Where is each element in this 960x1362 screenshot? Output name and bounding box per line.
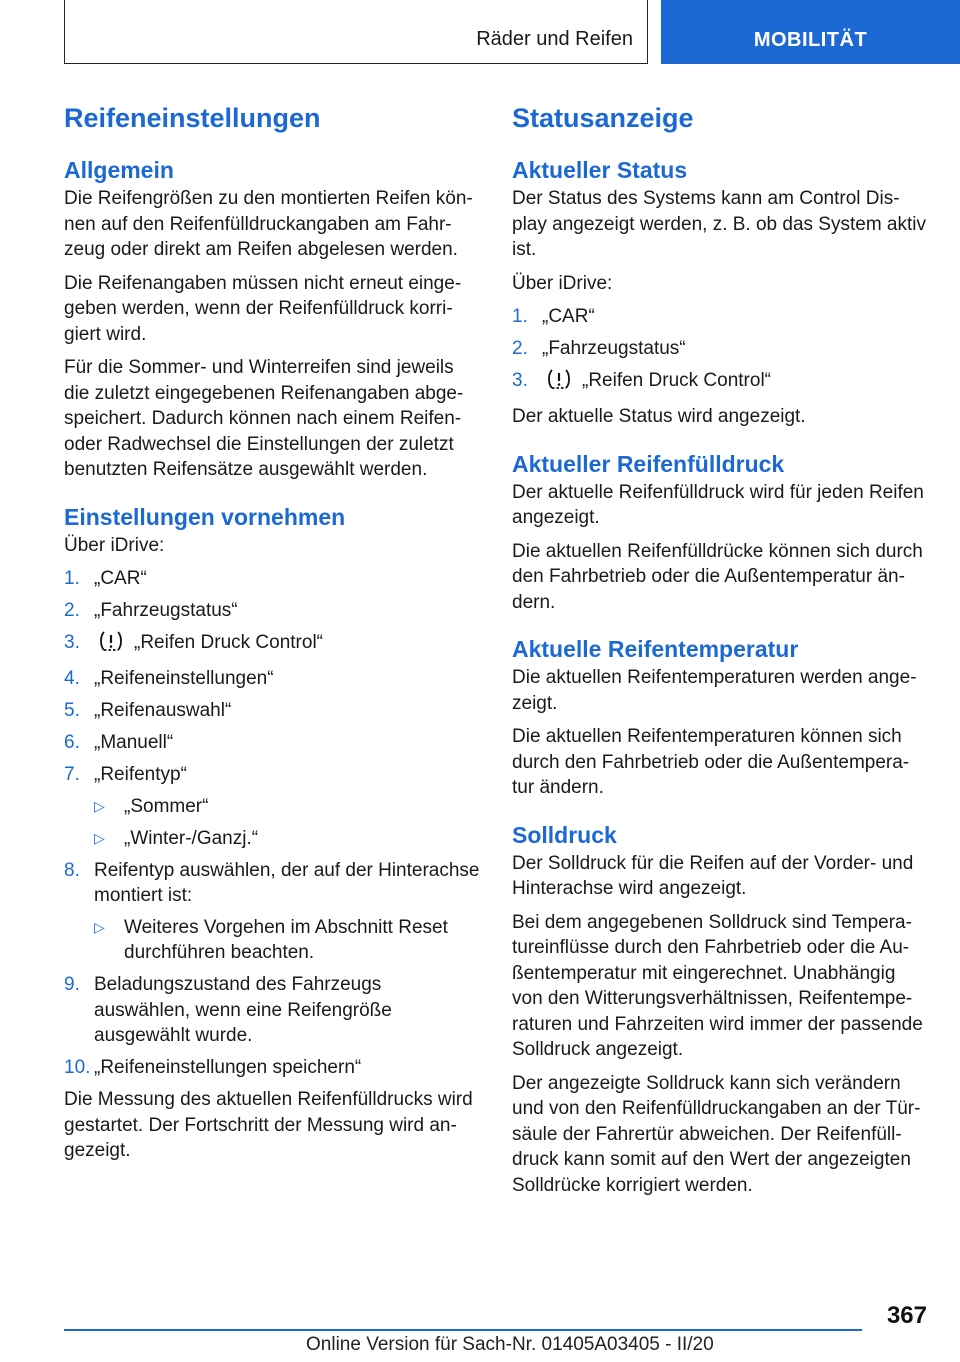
step-number: 5. <box>64 700 80 721</box>
step-text: Beladungszustand des Fahrzeugs auswählen, wenn eine Reifengröße ausgewählt wurde. <box>94 974 392 1046</box>
step-text: „Fahrzeugstatus“ <box>94 600 238 621</box>
paragraph-general-2: Die Reifenangaben müssen nicht erneut einge-geben werden, wenn der Reifenfülldruck korri-giert wird. <box>64 272 462 345</box>
paragraph-target-3: Der angezeigte Solldruck kann sich verändern und von den Reifenfülldruckangaben an der Tür-säule der Fahrertür abweichen. Der Reifenfüll-druck kann somit auf den Wert der angezeigten Solldrücke korrigiert werden. <box>512 1072 921 1196</box>
sub-item-text: „Sommer“ <box>124 795 209 817</box>
sub-list-item <box>94 794 482 820</box>
paragraph-pressure-2: Die aktuellen Reifenfülldrücke können sich durch den Fahrbetrieb oder die Außentemperatur än-dern. <box>512 540 923 613</box>
section-title-status: Statusanzeige <box>512 103 694 133</box>
step-text: „CAR“ <box>542 306 595 327</box>
sub-item-text: „Winter-/Ganzj.“ <box>124 827 259 849</box>
list-item <box>512 304 930 330</box>
list-item <box>512 368 930 398</box>
list-item <box>64 858 482 966</box>
list-item <box>64 598 482 624</box>
step-text: „Reifeneinstellungen“ <box>94 668 274 689</box>
step-text: Reifentyp auswählen, der auf der Hinterachse montiert ist: <box>94 859 480 906</box>
heading-current-status: Aktueller Status <box>512 157 688 183</box>
list-item <box>64 630 482 660</box>
step-text: „CAR“ <box>94 568 147 589</box>
step-number: 1. <box>64 568 80 589</box>
header-chapter-title: MOBILITÄT <box>753 29 868 51</box>
step-text: „Fahrzeugstatus“ <box>542 338 686 359</box>
paragraph-general-1: Die Reifengrößen zu den montierten Reifen kön-nen auf den Reifenfülldruckangaben am Fahr-zeug oder direkt am Reifen abgelesen werden. <box>64 188 473 260</box>
paragraph-status: Der Status des Systems kann am Control Dis-play angezeigt werden, z. B. ob das System aktiv ist. <box>512 188 926 260</box>
tpms-warning-icon <box>98 630 124 660</box>
via-idrive-label: Über iDrive: <box>64 534 165 556</box>
list-item <box>64 698 482 724</box>
triangle-bullet-icon: ▷ <box>94 797 105 814</box>
footer-divider <box>64 1329 862 1331</box>
sub-list <box>94 794 482 852</box>
heading-current-temperature: Aktuelle Reifentemperatur <box>512 636 799 662</box>
step-number: 3. <box>64 632 80 653</box>
step-text: „Manuell“ <box>94 732 174 753</box>
paragraph-status-shown: Der aktuelle Status wird angezeigt. <box>512 406 806 427</box>
header-section-box <box>64 0 648 64</box>
step-number: 4. <box>64 668 80 689</box>
step-number: 10. <box>64 1057 91 1078</box>
step-text: „Reifenauswahl“ <box>94 700 232 721</box>
heading-general: Allgemein <box>64 157 174 183</box>
triangle-bullet-icon: ▷ <box>94 918 105 935</box>
list-item <box>512 336 930 362</box>
list-item <box>64 730 482 756</box>
paragraph-pressure-1: Der aktuelle Reifenfülldruck wird für jeden Reifen angezeigt. <box>512 481 924 528</box>
sub-item-text: Weiteres Vorgehen im Abschnitt Reset durchführen beachten. <box>124 916 448 963</box>
step-number: 3. <box>512 370 528 391</box>
heading-current-pressure: Aktueller Reifenfülldruck <box>512 450 785 477</box>
paragraph-temperature-1: Die aktuellen Reifentemperaturen werden ange-zeigt. <box>512 667 917 714</box>
step-number: 9. <box>64 974 80 995</box>
paragraph-general-3: Für die Sommer- und Winterreifen sind jeweils die zuletzt eingegebenen Reifenangaben abge-speichert. Dadurch können nach einem Reifen- oder Radwechsel die Einstellungen der zuletzt benutzten Reifensätze ausgewählt werden. <box>64 357 464 480</box>
step-number: 2. <box>512 338 528 359</box>
heading-target-pressure: Solldruck <box>512 821 617 848</box>
right-column <box>512 100 930 1206</box>
step-number: 1. <box>512 306 528 327</box>
status-steps-list <box>512 304 930 398</box>
step-text: „Reifentyp“ <box>94 764 187 785</box>
paragraph-target-2: Bei dem angegebenen Solldruck sind Tempera-tureinflüsse durch den Fahrbetrieb oder die Au-ßentemperatur mit eingerechnet. Unabhängig von den Witterungsverhältnissen, Reifentempe-raturen und Fahrzeiten wird immer der passende Solldruck angezeigt. <box>512 911 923 1060</box>
sub-list-item <box>94 826 482 852</box>
settings-steps-list <box>64 566 482 1081</box>
list-item <box>64 762 482 851</box>
step-text: „Reifen Druck Control“ <box>134 632 323 653</box>
paragraph-target-1: Der Solldruck für die Reifen auf der Vorder- und Hinterachse wird angezeigt. <box>512 852 914 899</box>
list-item <box>64 1055 482 1081</box>
step-number: 8. <box>64 859 80 881</box>
list-item <box>64 566 482 592</box>
section-title-tire-settings: Reifeneinstellungen <box>64 103 321 133</box>
left-column <box>64 100 482 1172</box>
footer-online-version: Online Version für Sach-Nr. 01405A03405 - II/20 <box>306 1334 714 1355</box>
list-item <box>64 666 482 692</box>
step-text: „Reifeneinstellungen speichern“ <box>94 1057 362 1078</box>
sub-list-item <box>94 915 482 966</box>
step-number: 6. <box>64 732 80 753</box>
tpms-warning-icon <box>546 368 572 398</box>
heading-make-settings: Einstellungen vornehmen <box>64 503 346 530</box>
page-number: 367 <box>886 1302 927 1329</box>
step-number: 2. <box>64 600 80 621</box>
via-idrive-label: Über iDrive: <box>512 272 613 294</box>
sub-list <box>94 915 482 966</box>
header-section-title: Räder und Reifen <box>476 28 633 50</box>
paragraph-measurement: Die Messung des aktuellen Reifenfülldrucks wird gestartet. Der Fortschritt der Messung wird an-gezeigt. <box>64 1089 473 1161</box>
header-chapter-tab <box>661 0 960 64</box>
step-number: 7. <box>64 764 80 785</box>
triangle-bullet-icon: ▷ <box>94 829 105 846</box>
step-text: „Reifen Druck Control“ <box>582 370 771 391</box>
list-item <box>64 972 482 1049</box>
paragraph-temperature-2: Die aktuellen Reifentemperaturen können sich durch den Fahrbetrieb oder die Außentempera-tur ändern. <box>512 726 910 798</box>
